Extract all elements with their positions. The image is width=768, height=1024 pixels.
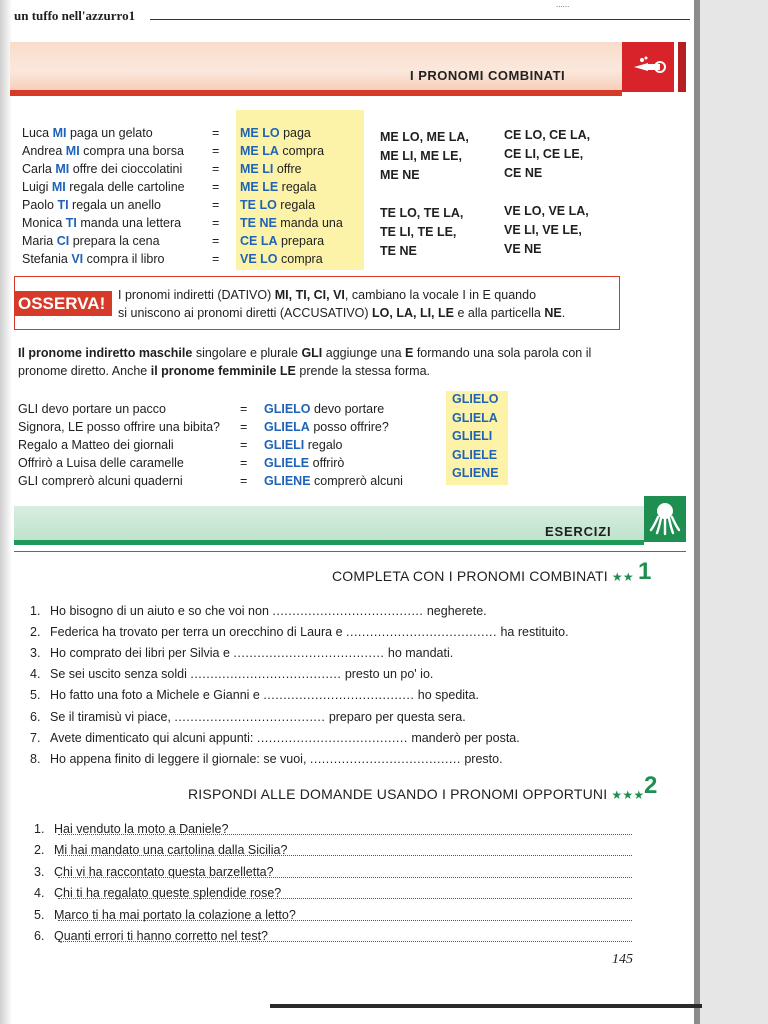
item-text <box>50 667 433 681</box>
example-post: paga un gelato <box>66 126 153 141</box>
combo-form: CE LI, CE LE, <box>504 147 584 161</box>
para-p2: singolare e plurale <box>192 346 302 360</box>
equals-sign: = <box>212 144 220 159</box>
example-result <box>240 126 311 140</box>
exercise-2-number: 2 <box>644 772 658 799</box>
combo-form: TE LO, TE LA, <box>380 206 464 220</box>
octopus-icon <box>648 500 682 538</box>
combo-form: TE LI, TE LE, <box>380 225 457 239</box>
gli-example-result <box>264 474 403 488</box>
example-combo: ME LI <box>240 162 274 176</box>
item-text-before: Ho comprato dei libri per Silvia e <box>50 646 234 661</box>
item-question: Mi hai mandato una cartolina dalla Sicilia? <box>54 843 288 858</box>
item-text-after: ho mandati. <box>384 646 454 661</box>
exercise-1-heading <box>332 568 634 584</box>
combo-form <box>380 185 469 204</box>
combo-form: TE NE <box>380 244 417 258</box>
item-number: 3. <box>34 864 45 879</box>
section-tab-bar <box>678 42 686 92</box>
gli-forms-column <box>452 392 499 485</box>
osserva-text <box>118 286 614 322</box>
combo-form: VE LI, VE LE, <box>504 223 582 237</box>
gli-rest: comprerò alcuni <box>310 474 403 489</box>
item-text-after: negherete. <box>423 604 487 618</box>
item-text-before: Ho appena finito di leggere il giornale: se vuoi, <box>50 751 310 766</box>
example-result <box>240 180 316 194</box>
answer-line[interactable] <box>58 855 632 856</box>
example-result <box>240 234 324 248</box>
example-rest: manda una <box>276 215 343 230</box>
answer-line[interactable] <box>58 834 632 835</box>
gli-example-result <box>264 438 343 452</box>
combos-column-1 <box>380 128 469 261</box>
gli-example-sentence: Signora, LE posso offrire una bibita? <box>18 420 220 435</box>
para-p3: GLI <box>301 346 323 360</box>
gli-example-result <box>264 456 344 470</box>
item-question: Chi vi ha raccontato questa barzelletta? <box>54 864 274 879</box>
gli-combo: GLIELI <box>264 438 305 453</box>
item-number: 1. <box>30 604 41 618</box>
section-title: I PRONOMI COMBINATI <box>410 68 566 83</box>
example-pre: Luigi <box>22 179 52 194</box>
trumpet-icon <box>628 50 668 84</box>
item-text <box>50 752 503 766</box>
equals-sign: = <box>240 474 248 489</box>
example-result <box>240 144 324 158</box>
item-number: 8. <box>30 751 41 766</box>
example-rest: compra <box>278 144 325 159</box>
equals-sign: = <box>240 456 248 471</box>
answer-blank[interactable]: ...................................... <box>174 709 326 724</box>
exercise-1-heading-text: COMPLETA CON I PRONOMI COMBINATI <box>332 568 608 584</box>
gli-example-result <box>264 420 389 434</box>
item-number: 4. <box>30 667 41 682</box>
page-number: 145 <box>612 952 633 967</box>
item-text-after: presto un po' io. <box>341 667 434 682</box>
item-text-before: Ho fatto una foto a Michele e Gianni e <box>50 688 264 703</box>
item-text-before: Se il tiramisù vi piace, <box>50 709 175 724</box>
exercise-2-heading-text: RISPONDI ALLE DOMANDE USANDO I PRONOMI OPPORTUNI <box>188 786 608 802</box>
example-pronoun: MI <box>65 144 80 159</box>
equals-sign: = <box>212 215 220 230</box>
gli-example-sentence: GLI devo portare un pacco <box>18 402 167 416</box>
item-text <box>50 688 479 702</box>
answer-blank[interactable]: ...................................... <box>233 646 385 661</box>
exercises-strip <box>14 540 644 545</box>
combo-form: CE LO, CE LA, <box>504 128 591 142</box>
item-text-before: Avete dimenticato qui alcuni appunti: <box>50 730 257 745</box>
item-question: Marco ti ha mai portato la colazione a letto? <box>54 907 296 922</box>
example-combo: ME LE <box>240 179 279 194</box>
example-rest: regala <box>276 197 316 212</box>
gli-rest: posso offrire? <box>309 420 389 435</box>
example-pre: Paolo <box>22 197 58 212</box>
answer-line[interactable] <box>58 941 632 942</box>
combo-form: ME NE <box>380 168 420 182</box>
example-combo: ME LA <box>240 144 279 159</box>
example-post: prepara la cena <box>69 233 160 248</box>
answer-blank[interactable]: ...................................... <box>263 688 415 703</box>
example-sentence <box>22 234 160 248</box>
exercises-title: ESERCIZI <box>545 524 612 539</box>
exercise-1-number: 1 <box>638 558 652 585</box>
item-text-before: Ho bisogno di un aiuto e so che voi non <box>50 604 273 618</box>
example-rest: regala <box>278 179 317 194</box>
combos-column-2 <box>504 126 590 259</box>
example-pronoun: MI <box>55 162 70 176</box>
combo-form: ME LO, ME LA, <box>380 130 469 144</box>
gli-form: GLIELO <box>452 392 499 406</box>
item-number: 5. <box>34 907 45 922</box>
page-left-shadow <box>0 0 12 1024</box>
para-p5: E <box>405 346 414 360</box>
gli-example-sentence: GLI comprerò alcuni quaderni <box>18 474 183 489</box>
osserva-line2-a: si uniscono ai pronomi diretti (ACCUSATIVO) <box>118 306 373 320</box>
equals-sign: = <box>212 162 220 176</box>
example-pre: Andrea <box>22 144 66 159</box>
example-post: compra una borsa <box>79 144 184 159</box>
equals-sign: = <box>240 420 248 435</box>
example-combo: ME LO <box>240 126 280 141</box>
osserva-label: OSSERVA! <box>14 291 112 316</box>
example-pre: Luca <box>22 126 53 141</box>
combo-form: ME LI, ME LE, <box>380 149 462 163</box>
item-text-after: manderò per posta. <box>407 730 520 745</box>
answer-blank[interactable]: ...................................... <box>190 667 342 682</box>
example-rest: prepara <box>277 233 325 248</box>
osserva-line2-e: . <box>561 306 566 320</box>
equals-sign: = <box>240 438 248 453</box>
osserva-line1-a: I pronomi indiretti (DATIVO) <box>118 288 275 302</box>
item-text <box>50 646 453 660</box>
example-sentence <box>22 198 161 212</box>
equals-sign: = <box>212 251 220 266</box>
example-pre: Stefania <box>22 251 72 266</box>
osserva-line2-d: NE <box>544 306 562 320</box>
combo-form: VE NE <box>504 242 542 256</box>
combo-form: CE NE <box>504 166 543 180</box>
item-number: 7. <box>30 730 41 745</box>
item-text-after: ha restituito. <box>497 625 569 640</box>
item-question: Quanti errori ti hanno corretto nel test? <box>54 929 269 943</box>
answer-line[interactable] <box>58 920 632 921</box>
example-sentence <box>22 162 182 176</box>
example-post: offre dei cioccolatini <box>69 162 183 176</box>
gli-rest: offrirò <box>309 456 345 471</box>
osserva-line2-b: LO, LA, LI, LE <box>372 306 454 320</box>
example-post: compra il libro <box>83 251 165 266</box>
item-question: Chi ti ha regalato queste splendide rose? <box>54 886 282 901</box>
gli-example-sentence: Offrirò a Luisa delle caramelle <box>18 456 184 471</box>
example-pronoun: MI <box>51 179 66 194</box>
gli-form: GLIELE <box>452 447 498 462</box>
item-text <box>50 710 466 724</box>
gli-form: GLIELI <box>452 429 493 443</box>
gli-combo: GLIELA <box>264 420 310 435</box>
example-pre: Carla <box>22 162 56 176</box>
section-title-strip <box>10 90 622 96</box>
gli-rest: devo portare <box>310 402 385 416</box>
equals-sign: = <box>212 179 220 194</box>
answer-line[interactable] <box>58 898 632 899</box>
equals-sign: = <box>212 233 220 248</box>
page-edge <box>700 0 768 1024</box>
item-number: 4. <box>34 886 45 901</box>
bottom-rule <box>270 1004 702 1008</box>
equals-sign: = <box>212 197 220 212</box>
running-head-tail: ...... <box>556 0 570 9</box>
combo-form <box>504 183 590 202</box>
example-post: regala un anello <box>68 197 161 212</box>
example-sentence <box>22 126 153 140</box>
example-result <box>240 198 315 212</box>
exercise-2-stars: ★★★ <box>611 788 645 802</box>
item-text <box>50 731 520 745</box>
example-sentence <box>22 144 184 158</box>
answer-blank[interactable]: ...................................... <box>309 751 461 766</box>
example-pronoun: MI <box>52 126 67 141</box>
osserva-line2-c: e alla particella <box>453 306 545 320</box>
para-p7: pronome diretto. Anche <box>18 364 151 378</box>
osserva-line1-b: MI, TI, CI, VI <box>274 288 345 302</box>
item-text-after: presto. <box>460 751 503 766</box>
para-p9: prende la stessa forma. <box>295 364 431 378</box>
equals-sign: = <box>212 126 220 141</box>
example-result <box>240 162 302 176</box>
explanation-paragraph <box>18 344 618 380</box>
item-number: 6. <box>30 709 41 724</box>
gli-combo: GLIELE <box>264 456 310 471</box>
para-p4: aggiunge una <box>322 346 406 360</box>
item-number: 3. <box>30 646 41 661</box>
answer-blank[interactable]: ...................................... <box>256 730 408 745</box>
item-text-after: preparo per questa sera. <box>325 709 466 724</box>
item-text-before: Federica ha trovato per terra un orecchino di Laura e <box>50 625 347 640</box>
example-post: regala delle cartoline <box>65 179 185 194</box>
item-number: 6. <box>34 929 45 943</box>
example-sentence <box>22 180 185 194</box>
gli-form: GLIENE <box>452 466 499 480</box>
example-pronoun: TI <box>65 215 77 230</box>
item-text-before: Se sei uscito senza soldi <box>50 667 191 682</box>
example-result <box>240 216 343 230</box>
combo-form: VE LO, VE LA, <box>504 204 589 218</box>
example-pronoun: TI <box>57 197 69 212</box>
para-p8: il pronome femminile LE <box>150 364 296 378</box>
example-combo: TE LO <box>240 197 277 212</box>
answer-blank[interactable]: ...................................... <box>346 625 497 640</box>
example-sentence <box>22 252 164 266</box>
item-number: 2. <box>34 843 45 858</box>
running-head-title: un tuffo nell'azzurro1 <box>14 8 136 23</box>
example-rest: offre <box>273 162 302 176</box>
exercise-1-stars: ★★ <box>611 570 634 584</box>
example-pronoun: VI <box>71 251 84 266</box>
gli-combo: GLIENE <box>264 474 311 489</box>
item-text-after: ho spedita. <box>414 688 479 703</box>
gli-example-result <box>264 402 384 416</box>
answer-line[interactable] <box>58 877 632 878</box>
running-head-rule <box>150 19 690 20</box>
example-combo: VE LO <box>240 251 278 266</box>
example-combo: CE LA <box>240 233 278 248</box>
exercises-rule <box>14 551 686 552</box>
example-rest: paga <box>279 126 311 141</box>
para-p1: Il pronome indiretto maschile <box>18 346 193 360</box>
example-post: manda una lettera <box>76 215 182 230</box>
item-text <box>50 604 487 618</box>
gli-form: GLIELA <box>452 410 498 425</box>
item-text <box>50 625 569 639</box>
answer-blank[interactable]: ...................................... <box>272 604 424 618</box>
example-pre: Monica <box>22 215 66 230</box>
item-number: 2. <box>30 625 41 640</box>
exercise-2-heading <box>188 786 644 802</box>
item-number: 5. <box>30 688 41 703</box>
equals-sign: = <box>240 402 248 416</box>
example-pre: Maria <box>22 233 57 248</box>
gli-example-sentence: Regalo a Matteo dei giornali <box>18 438 174 453</box>
item-number: 1. <box>34 822 45 836</box>
item-question: Hai venduto la moto a Daniele? <box>54 822 229 836</box>
gli-combo: GLIELO <box>264 402 311 416</box>
example-rest: compra <box>277 251 323 266</box>
example-sentence <box>22 216 181 230</box>
para-p6: formando una sola parola con il <box>413 346 592 360</box>
osserva-line1-c: , cambiano la vocale I in E quando <box>344 288 537 302</box>
gli-rest: regalo <box>304 438 343 453</box>
example-pronoun: CI <box>56 233 70 248</box>
example-result <box>240 252 323 266</box>
example-combo: TE NE <box>240 215 277 230</box>
